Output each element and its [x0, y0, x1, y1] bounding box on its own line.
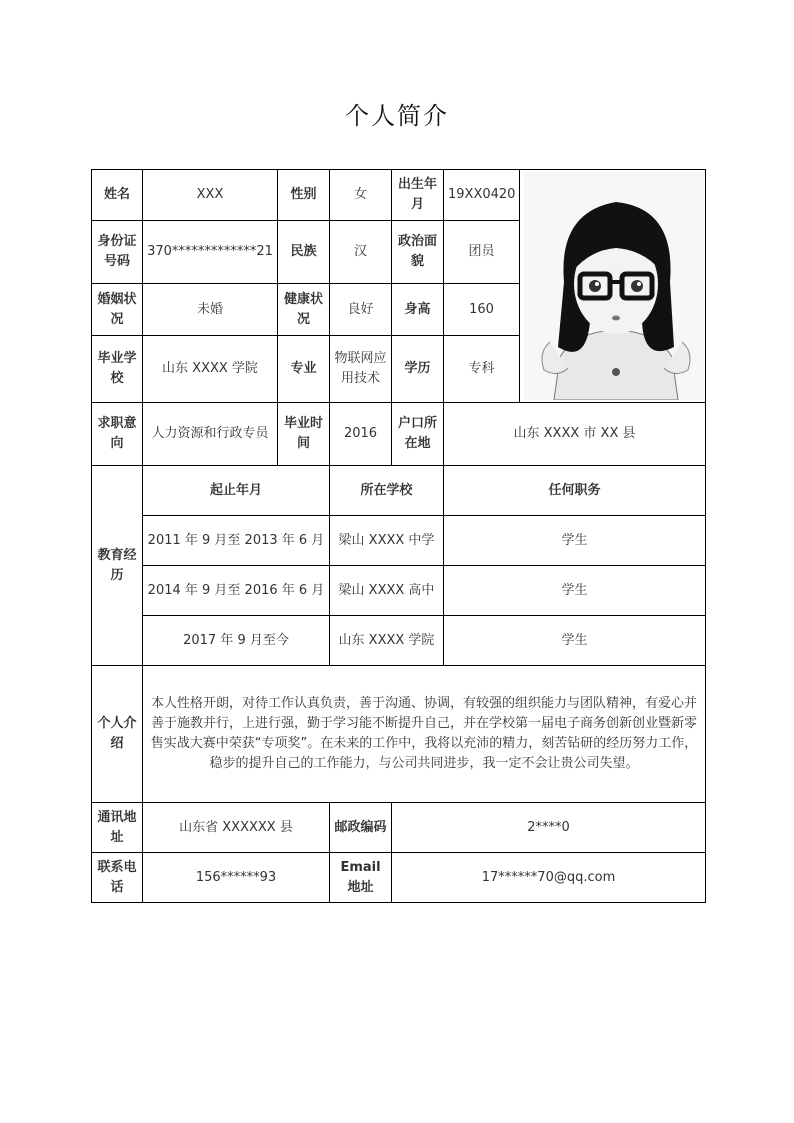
- email-label: Email地址: [330, 853, 392, 903]
- edu-row-period: 2014 年 9 月至 2016 年 6 月: [143, 566, 330, 616]
- edu-header-period: 起止年月: [143, 466, 330, 516]
- grad-time-label: 毕业时间: [278, 403, 330, 466]
- intro-label: 个人介绍: [92, 666, 143, 803]
- ethnic-label: 民族: [278, 221, 330, 284]
- address-value: 山东省 XXXXXX 县: [143, 803, 330, 853]
- marital-label: 婚姻状况: [92, 284, 143, 335]
- edu-row-role: 学生: [444, 566, 706, 616]
- edu-row-role: 学生: [444, 516, 706, 566]
- postcode-value: 2****0: [392, 803, 706, 853]
- phone-label: 联系电话: [92, 853, 143, 903]
- page-title: 个人简介: [345, 102, 449, 130]
- birth-label: 出生年月: [392, 170, 444, 221]
- hukou-label: 户口所在地: [392, 403, 444, 466]
- intent-label: 求职意向: [92, 403, 143, 466]
- photo-cell: [520, 170, 706, 403]
- marital-value: 未婚: [143, 284, 278, 335]
- edu-row-school: 山东 XXXX 学院: [330, 616, 444, 666]
- school-value: 山东 XXXX 学院: [143, 335, 278, 402]
- major-label: 专业: [278, 335, 330, 402]
- degree-label: 学历: [392, 335, 444, 402]
- edu-header-role: 任何职务: [444, 466, 706, 516]
- intent-value: 人力资源和行政专员: [143, 403, 278, 466]
- postcode-label: 邮政编码: [330, 803, 392, 853]
- name-value: XXX: [143, 170, 278, 221]
- health-label: 健康状况: [278, 284, 330, 335]
- name-label: 姓名: [92, 170, 143, 221]
- email-value: 17******70@qq.com: [392, 853, 706, 903]
- political-value: 团员: [444, 221, 520, 284]
- school-label: 毕业学校: [92, 335, 143, 402]
- health-value: 良好: [330, 284, 392, 335]
- ethnic-value: 汉: [330, 221, 392, 284]
- height-value: 160: [444, 284, 520, 335]
- degree-value: 专科: [444, 335, 520, 402]
- grad-time-value: 2016: [330, 403, 392, 466]
- id-value: 370*************21: [143, 221, 278, 284]
- resume-table: [91, 169, 706, 903]
- edu-row-school: 梁山 XXXX 中学: [330, 516, 444, 566]
- id-label: 身份证号码: [92, 221, 143, 284]
- address-label: 通讯地址: [92, 803, 143, 853]
- edu-row-school: 梁山 XXXX 高中: [330, 566, 444, 616]
- gender-value: 女: [330, 170, 392, 221]
- edu-header-school: 所在学校: [330, 466, 444, 516]
- edu-row-role: 学生: [444, 616, 706, 666]
- hukou-value: 山东 XXXX 市 XX 县: [444, 403, 706, 466]
- height-label: 身高: [392, 284, 444, 335]
- intro-text: 本人性格开朗，对待工作认真负责，善于沟通、协调，有较强的组织能力与团队精神，有爱心并善于施教并行，上进行强，勤于学习能不断提升自己，并在学校第一届电子商务创新创业暨新零售实战大赛中荣获“专项奖”。在未来的工作中，我将以充沛的精力，刻苦钻研的经历努力工作，稳步的提升自己的工作能力，与公司共同进步，我一定不会让贵公司失望。: [143, 666, 706, 803]
- birth-value: 19XX0420: [444, 170, 520, 221]
- cartoon-girl-with-glasses-icon: [524, 172, 706, 400]
- gender-label: 性别: [278, 170, 330, 221]
- political-label: 政治面貌: [392, 221, 444, 284]
- education-label: 教育经历: [92, 466, 143, 666]
- edu-row-period: 2017 年 9 月至今: [143, 616, 330, 666]
- edu-row-period: 2011 年 9 月至 2013 年 6 月: [143, 516, 330, 566]
- phone-value: 156******93: [143, 853, 330, 903]
- major-value: 物联网应用技术: [330, 335, 392, 402]
